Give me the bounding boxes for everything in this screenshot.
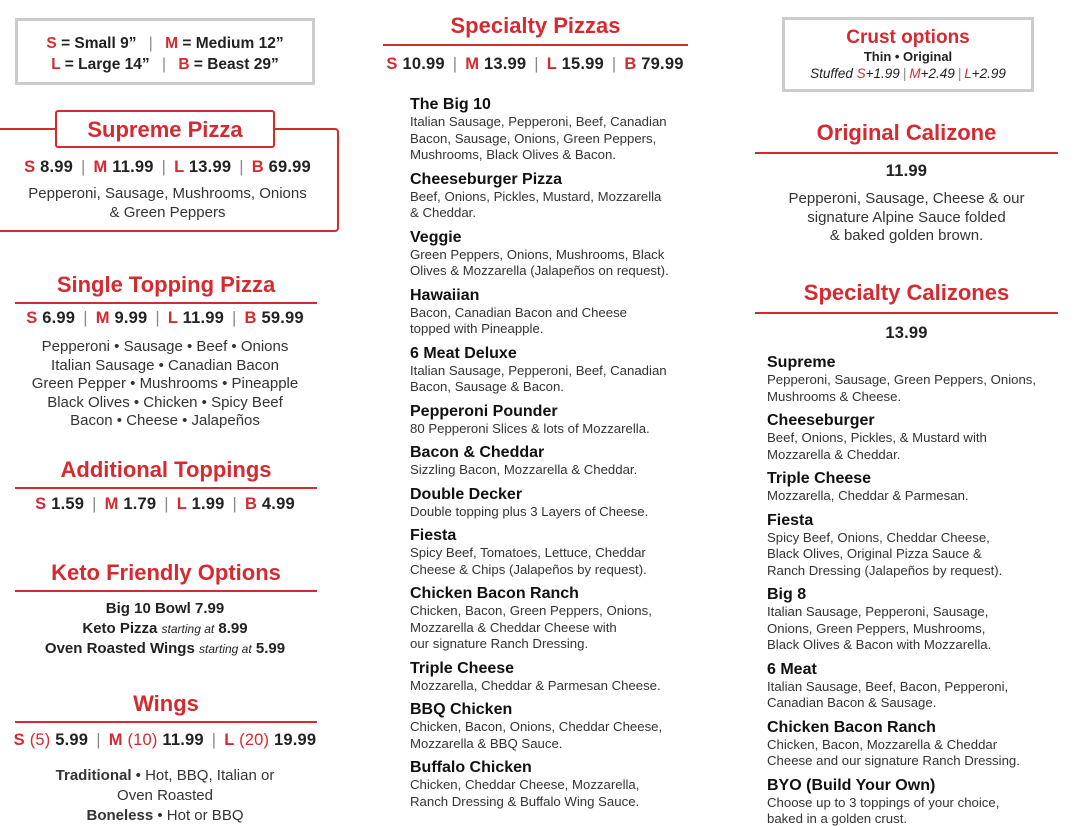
list-item: Bacon & Cheddar Sizzling Bacon, Mozzarella & Cheddar. xyxy=(410,444,638,477)
keto-item: Keto Pizza starting at 8.99 xyxy=(82,620,248,637)
list-item: Hawaiian Bacon, Canadian Bacon and Cheese topped with Pineapple. xyxy=(410,286,628,336)
wings-title: Wings xyxy=(15,691,317,723)
list-item: BBQ Chicken Chicken, Bacon, Onions, Cheddar Cheese, Mozzarella & BBQ Sauce. xyxy=(410,701,663,751)
keto-options-list xyxy=(0,599,330,659)
single-topping-list: Pepperoni • Sausage • Beef • Onions Italian Sausage • Canadian Bacon Green Pepper • Mushrooms • Pineapple Black Olives • Chicken • Spicy Beef Bacon • Cheese • Jalapeños xyxy=(31,338,299,430)
list-item: Cheeseburger Pizza Beef, Onions, Pickles, Mustard, Mozzarella & Cheddar. xyxy=(410,170,662,220)
list-item: Triple Cheese Mozzarella, Cheddar & Parmesan Cheese. xyxy=(410,659,661,693)
list-item: 6 Meat Italian Sausage, Beef, Bacon, Pepperoni, Canadian Bacon & Sausage. xyxy=(767,660,1009,710)
list-item: Big 8 Italian Sausage, Pepperoni, Sausage, Onions, Green Peppers, Mushrooms, Black Olives & Bacon with Mozzarella. xyxy=(767,586,992,652)
list-item: The Big 10 Italian Sausage, Pepperoni, Beef, Canadian Bacon, Sausage, Onions, Green Peppers, Mushrooms, Black Olives & Bacon. xyxy=(410,96,667,162)
wings-prices: S (5) 5.99 | M (10) 11.99 | L (20) 19.99 xyxy=(13,731,317,749)
keto-item: Oven Roasted Wings starting at 5.99 xyxy=(44,640,286,657)
specialty-calzones-price: 13.99 xyxy=(885,324,928,342)
crust-options-title: Crust options xyxy=(846,27,970,48)
list-item: Cheeseburger Beef, Onions, Pickles, & Mustard with Mozzarella & Cheddar. xyxy=(767,412,987,462)
specialty-pizzas-prices: S 10.99 | M 13.99 | L 15.99 | B 79.99 xyxy=(386,55,684,73)
list-item: Chicken Bacon Ranch Chicken, Bacon, Green Peppers, Onions, Mozzarella & Cheddar Cheese with our signature Ranch Dressing. xyxy=(410,585,652,651)
crust-options-box xyxy=(782,17,1034,92)
size-legend xyxy=(15,18,315,85)
additional-toppings-prices: S 1.59 | M 1.79 | L 1.99 | B 4.99 xyxy=(35,495,295,513)
specialty-calzones-title: Specialty Calizones xyxy=(755,280,1058,314)
list-item: 6 Meat Deluxe Italian Sausage, Pepperoni, Beef, Canadian Bacon, Sausage & Bacon. xyxy=(410,344,667,394)
supreme-pizza-prices: S 8.99 | M 11.99 | L 13.99 | B 69.99 xyxy=(24,158,311,176)
keto-item: Big 10 Bowl 7.99 xyxy=(105,600,225,617)
list-item: Fiesta Spicy Beef, Onions, Cheddar Cheese, Black Olives, Original Pizza Sauce & Ranch Dressing (Jalapeños by request). xyxy=(767,511,1003,578)
original-calzone-title: Original Calizone xyxy=(755,120,1058,154)
keto-options-title: Keto Friendly Options xyxy=(15,560,317,592)
list-item: Pepperoni Pounder 80 Pepperoni Slices & lots of Mozzarella. xyxy=(410,402,650,436)
specialty-pizzas-title: Specialty Pizzas xyxy=(383,13,688,46)
additional-toppings-title: Additional Toppings xyxy=(15,457,317,489)
crust-types: Thin • Original xyxy=(863,49,953,64)
list-item: Buffalo Chicken Chicken, Cheddar Cheese, Mozzarella, Ranch Dressing & Buffalo Wing Sauce. xyxy=(410,759,640,809)
list-item: Fiesta Spicy Beef, Tomatoes, Lettuce, Cheddar Cheese & Chips (Jalapeños by request). xyxy=(410,527,647,577)
list-item: Triple Cheese Mozzarella, Cheddar & Parmesan. xyxy=(767,470,969,503)
supreme-pizza-description: Pepperoni, Sausage, Mushrooms, Onions & Green Peppers xyxy=(28,185,307,221)
supreme-pizza-title: Supreme Pizza xyxy=(55,110,275,148)
list-item: Chicken Bacon Ranch Chicken, Bacon, Mozzarella & Cheddar Cheese and our signature Ranch Dressing. xyxy=(767,718,1020,768)
stuffed-crust-prices: Stuffed S+1.99 | M+2.49 | L+2.99 xyxy=(810,66,1006,81)
list-item: BYO (Build Your Own) Choose up to 3 toppings of your choice, baked in a golden crust. xyxy=(767,776,1000,826)
single-topping-title: Single Topping Pizza xyxy=(15,272,317,304)
list-item: Supreme Pepperoni, Sausage, Green Peppers, Onions, Mushrooms & Cheese. xyxy=(767,354,1037,404)
list-item: Double Decker Double topping plus 3 Layers of Cheese. xyxy=(410,485,649,519)
list-item: Veggie Green Peppers, Onions, Mushrooms, Black Olives & Mozzarella (Jalapeños on request). xyxy=(410,228,669,278)
specialty-pizza-list xyxy=(410,96,710,817)
original-calzone-description: Pepperoni, Sausage, Cheese & our signature Alpine Sauce folded & baked golden brown. xyxy=(788,190,1025,244)
size-legend-row-1: S = Small 9” | M = Medium 12” xyxy=(46,35,284,52)
specialty-calzone-list xyxy=(767,354,1090,826)
original-calzone-price: 11.99 xyxy=(885,162,928,180)
single-topping-prices: S 6.99 | M 9.99 | L 11.99 | B 59.99 xyxy=(26,309,304,327)
wings-flavors: Traditional • Hot, BBQ, Italian or Oven Roasted Boneless • Hot or BBQ xyxy=(55,767,275,824)
size-legend-row-2: L = Large 14” | B = Beast 29” xyxy=(51,56,279,73)
